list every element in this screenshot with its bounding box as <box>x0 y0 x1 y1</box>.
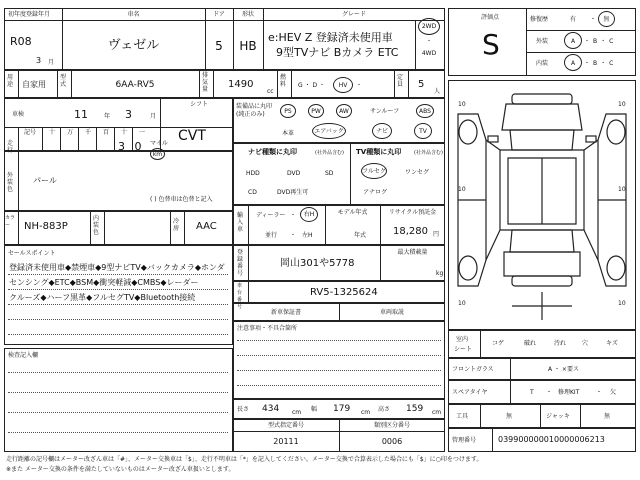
inspect-month: 3 <box>125 108 132 121</box>
equip-airbag: エアバック <box>314 128 344 135</box>
shape-label: 形状 <box>241 11 254 18</box>
model-label: 型式 <box>60 74 67 88</box>
model: 6AA-RV5 <box>115 80 155 90</box>
displacement: 1490 <box>228 79 254 90</box>
reg-month: 3 <box>36 56 42 65</box>
grade-label: グレード <box>341 11 366 18</box>
color-code: NH-883P <box>24 221 68 232</box>
footer-line2: ※また メーター交換の条件を満たしていないものはメーター改ざん車扱いとします。 <box>6 466 235 473</box>
reg-label: 初年度登録年月 <box>8 11 51 18</box>
inspect-label: 車検 <box>12 111 25 118</box>
length: 434 <box>262 404 280 414</box>
mgmt-number: 039900000010000006213 <box>498 435 605 444</box>
equip-tv: TV <box>419 128 427 135</box>
class-number: 0006 <box>381 437 403 446</box>
equip-ps: PS <box>284 108 292 115</box>
use-label: 用途 <box>7 74 14 88</box>
interior-grade: A <box>570 60 576 67</box>
car-diagram <box>448 80 636 330</box>
sales-line-3: クルーズ◆ハーフ黒革◆フルセグTV◆Bluetooth接続 <box>9 293 196 302</box>
km-circled: km <box>152 151 163 158</box>
score-label: 評価点 <box>481 14 500 21</box>
exterior-grade: A <box>570 38 576 45</box>
fuel-label: 燃料 <box>280 74 287 88</box>
equip-leather: 本革 <box>282 130 295 137</box>
equip-pw: PW <box>311 108 321 115</box>
equip-aw: AW <box>339 108 349 115</box>
repair-none: 無 <box>603 16 610 23</box>
grade-line1: e:HEV Z 登録済未使用車 <box>268 31 393 44</box>
shift-value: CVT <box>178 128 206 144</box>
drive-4wd: 4WD <box>421 50 437 57</box>
width: 179 <box>333 404 351 414</box>
plate-number: 岡山301や5778 <box>280 258 355 269</box>
equip-sunroof: サンルーフ <box>370 108 400 115</box>
drive-2wd: 2WD <box>421 23 437 30</box>
shift-label: シフト <box>190 101 209 108</box>
footer-line1: 走行距離の記号欄はメーター改ざん車は「#」、メーター交換車は「$」、走行不明車は「*」を記入してください。メーター交換で合算表示した場合にも「$」に○印をつけます。 <box>6 456 483 463</box>
use: 自家用 <box>22 80 46 89</box>
reg-era: R08 <box>10 35 32 48</box>
mileage-value: 3 0 <box>118 140 145 153</box>
sales-label: セールスポイント <box>8 250 56 257</box>
type-number: 20111 <box>273 437 299 446</box>
sales-line-1: 登録済未使用車◆禁煙車◆9型ナビTV◆バックカメラ◆ホンダ <box>9 263 225 272</box>
equip-navi: ナビ <box>375 128 388 135</box>
inspector-label: 検査記入欄 <box>8 352 39 359</box>
disp-label: 排気量 <box>202 72 209 93</box>
inspect-year: 11 <box>74 108 88 121</box>
cap-label: 定員 <box>397 74 404 88</box>
grade-line2: 9型TVナビ Bカメラ ETC <box>276 46 399 59</box>
equip-abs: ABS <box>419 108 431 115</box>
score-value: S <box>482 28 500 61</box>
doors: 5 <box>215 39 223 53</box>
height: 159 <box>406 404 424 414</box>
door-label: ドア <box>213 11 225 18</box>
sales-line-2: センシング◆ETC◆BSM◆衝突軽減◆CMBS◆レーダー <box>9 278 199 287</box>
name-label: 車名 <box>127 11 140 18</box>
shape: HB <box>239 39 257 53</box>
capacity: 5 <box>418 79 425 90</box>
mileage-label: 走行 <box>7 140 14 154</box>
inspector-box <box>4 348 233 452</box>
tv-fullseg: フルセグ <box>362 168 386 175</box>
chassis-number: RV5-1325624 <box>310 287 378 298</box>
recycle-value: 18,280 <box>393 226 428 237</box>
ac-value: AAC <box>196 221 217 232</box>
fuel-options: G ・ D ・ <box>298 82 325 89</box>
car-name: ヴェゼル <box>107 38 160 53</box>
exterior-label: 外装色 <box>7 172 14 193</box>
fuel-hv: HV <box>338 82 348 89</box>
steer-right: 右H <box>303 211 315 218</box>
notes-box <box>233 321 445 399</box>
exterior-color: パール <box>33 176 57 185</box>
